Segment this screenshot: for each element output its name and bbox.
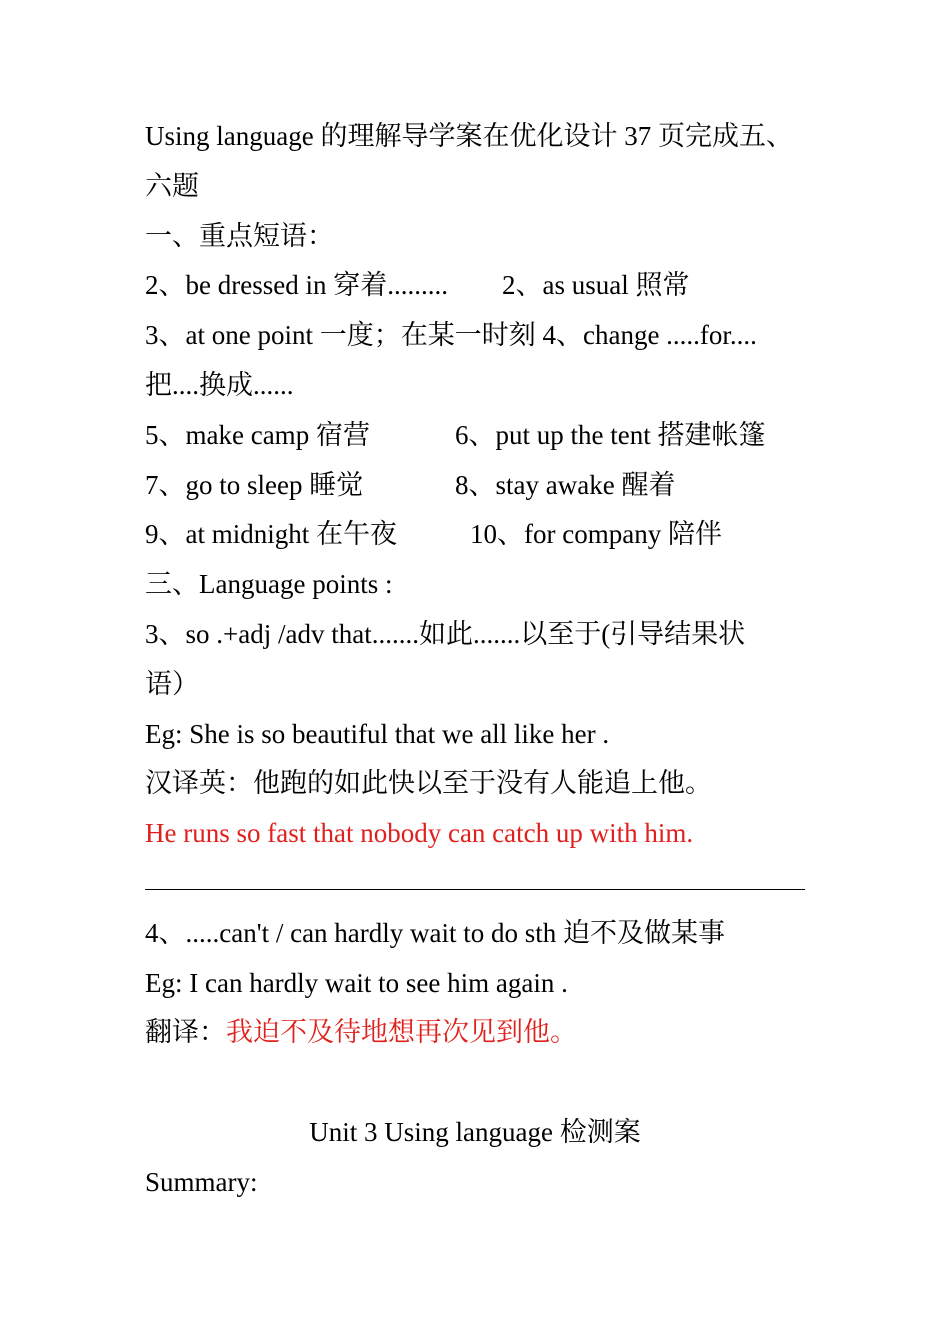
phrase-row-2-cont: 把....换成...... [145, 369, 294, 400]
phrase-row-4 [145, 461, 825, 511]
phrase-put-up-tent: 6、put up the tent 搭建帐篷 [455, 419, 766, 450]
language-points-heading: 三、Language points : [145, 569, 393, 600]
phrase-as-usual: 2、as usual 照常 [502, 270, 690, 301]
phrase-be-dressed-in: 2、be dressed in 穿着......... [145, 270, 448, 301]
phrase-at-midnight: 9、at midnight 在午夜 [145, 519, 397, 550]
point-3: 3、so .+adj /adv that.......如此.......以至于(引导结果状 [145, 618, 746, 649]
intro-line-1: Using language 的理解导学案在优化设计 37 页完成五、 [145, 121, 793, 151]
phrase-for-company: 10、for company 陪伴 [470, 519, 722, 550]
point-4: 4、.....can't / can hardly wait to do sth 迫不及做某事 [145, 917, 726, 948]
blank-line [145, 1058, 825, 1108]
translation-prompt: 汉译英：他跑的如此快以至于没有人能追上他。 [145, 768, 712, 799]
phrase-go-to-sleep: 7、go to sleep 睡觉 [145, 469, 364, 500]
answer-2: 我迫不及待地想再次见到他。 [226, 1017, 577, 1048]
section-title: Unit 3 Using language 检测案 [309, 1116, 641, 1147]
intro-line-2: 六题 [145, 170, 199, 201]
translation-row [145, 1008, 825, 1058]
divider-line [145, 859, 825, 909]
phrase-row-5 [145, 510, 825, 560]
example-2: Eg: I can hardly wait to see him again . [145, 967, 568, 998]
phrase-row-1 [145, 261, 825, 311]
phrase-stay-awake: 8、stay awake 醒着 [455, 469, 676, 500]
phrase-row-2: 3、at one point 一度；在某一时刻 4、change .....for.... [145, 320, 757, 351]
example-1: Eg: She is so beautiful that we all like her . [145, 718, 610, 749]
document-body [145, 112, 825, 1208]
point-3-cont: 语） [145, 668, 199, 699]
answer-1: He runs so fast that nobody can catch up with him. [145, 818, 694, 849]
summary-label: Summary: [145, 1166, 258, 1197]
phrase-make-camp: 5、make camp 宿营 [145, 419, 370, 450]
translation-label: 翻译： [145, 1017, 226, 1048]
phrases-heading: 一、重点短语： [145, 220, 334, 251]
phrase-row-3 [145, 411, 825, 461]
